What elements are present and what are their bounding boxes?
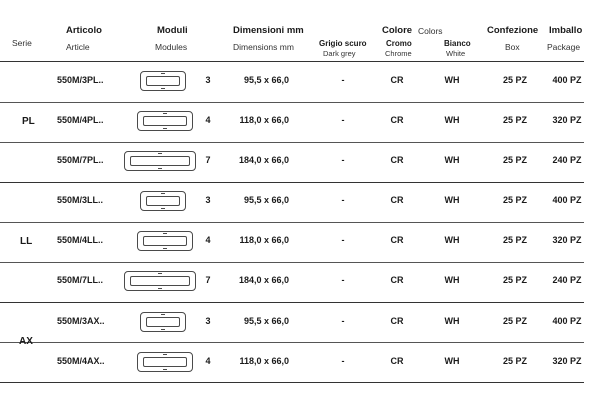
article-code: 550M/3AX.. bbox=[57, 316, 105, 326]
cover-plate-icon bbox=[137, 111, 193, 131]
white-code: WH bbox=[444, 356, 460, 366]
header-articolo: Articolo bbox=[66, 25, 102, 36]
chrome-code: CR bbox=[390, 275, 404, 285]
package-quantity: 400 PZ bbox=[552, 75, 582, 85]
cover-plate-icon bbox=[140, 191, 186, 211]
package-quantity: 400 PZ bbox=[552, 316, 582, 326]
box-quantity: 25 PZ bbox=[502, 316, 527, 326]
modules-count: 4 bbox=[205, 356, 211, 366]
package-quantity: 320 PZ bbox=[552, 235, 582, 245]
chrome-code: CR bbox=[390, 356, 404, 366]
header-package: Package bbox=[547, 42, 581, 52]
chrome-code: CR bbox=[390, 316, 404, 326]
package-quantity: 240 PZ bbox=[552, 155, 582, 165]
divider bbox=[0, 382, 584, 383]
white-code: WH bbox=[444, 316, 460, 326]
cover-plate-icon bbox=[124, 151, 196, 171]
header-box: Box bbox=[505, 42, 520, 52]
header-cromo: Cromo bbox=[386, 39, 412, 48]
modules-count: 7 bbox=[205, 155, 211, 165]
modules-count: 3 bbox=[205, 75, 211, 85]
dark-grey-value: - bbox=[341, 195, 345, 205]
serie-label-pl: PL bbox=[22, 116, 35, 127]
article-code: 550M/7LL.. bbox=[57, 275, 104, 285]
package-quantity: 240 PZ bbox=[552, 275, 582, 285]
dimensions-value: 184,0 x 66,0 bbox=[238, 275, 289, 285]
article-code: 550M/4AX.. bbox=[57, 356, 105, 366]
divider bbox=[0, 142, 584, 143]
modules-count: 3 bbox=[205, 195, 211, 205]
header-serie: Serie bbox=[12, 38, 32, 48]
dimensions-value: 95,5 x 66,0 bbox=[243, 195, 289, 205]
white-code: WH bbox=[444, 275, 460, 285]
cover-plate-icon bbox=[140, 71, 186, 91]
modules-count: 7 bbox=[205, 275, 211, 285]
white-code: WH bbox=[444, 75, 460, 85]
divider bbox=[0, 102, 584, 103]
divider bbox=[0, 61, 584, 62]
dark-grey-value: - bbox=[341, 275, 345, 285]
dark-grey-value: - bbox=[341, 75, 345, 85]
serie-label-ll: LL bbox=[20, 236, 33, 247]
box-quantity: 25 PZ bbox=[502, 356, 527, 366]
chrome-code: CR bbox=[390, 155, 404, 165]
header-modules: Modules bbox=[155, 42, 188, 52]
chrome-code: CR bbox=[390, 195, 404, 205]
chrome-code: CR bbox=[390, 115, 404, 125]
dimensions-value: 95,5 x 66,0 bbox=[243, 316, 289, 326]
modules-count: 4 bbox=[205, 235, 211, 245]
divider bbox=[0, 182, 584, 183]
divider bbox=[0, 262, 584, 263]
chrome-code: CR bbox=[390, 235, 404, 245]
white-code: WH bbox=[444, 235, 460, 245]
box-quantity: 25 PZ bbox=[502, 155, 527, 165]
dimensions-value: 118,0 x 66,0 bbox=[239, 356, 289, 366]
dark-grey-value: - bbox=[341, 316, 345, 326]
box-quantity: 25 PZ bbox=[502, 195, 527, 205]
serie-label-ax: AX bbox=[19, 336, 33, 347]
article-code: 550M/7PL.. bbox=[57, 155, 104, 165]
dimensions-value: 118,0 x 66,0 bbox=[239, 115, 289, 125]
header-bianco: Bianco bbox=[444, 39, 471, 48]
article-code: 550M/3LL.. bbox=[57, 195, 104, 205]
header-dark-grey: Dark grey bbox=[323, 49, 356, 58]
dimensions-value: 118,0 x 66,0 bbox=[239, 235, 289, 245]
divider bbox=[0, 342, 584, 343]
divider bbox=[0, 222, 584, 223]
white-code: WH bbox=[444, 155, 460, 165]
article-code: 550M/3PL.. bbox=[57, 75, 104, 85]
chrome-code: CR bbox=[390, 75, 404, 85]
cover-plate-icon bbox=[140, 312, 186, 332]
box-quantity: 25 PZ bbox=[502, 75, 527, 85]
dark-grey-value: - bbox=[341, 115, 345, 125]
package-quantity: 320 PZ bbox=[552, 115, 582, 125]
header-chrome: Chrome bbox=[385, 49, 412, 58]
dark-grey-value: - bbox=[341, 235, 345, 245]
header-grigio-scuro: Grigio scuro bbox=[319, 39, 367, 48]
header-colors: Colors bbox=[418, 26, 443, 36]
modules-count: 4 bbox=[205, 115, 211, 125]
box-quantity: 25 PZ bbox=[502, 235, 527, 245]
dark-grey-value: - bbox=[341, 155, 345, 165]
header-white: White bbox=[446, 49, 466, 58]
box-quantity: 25 PZ bbox=[502, 115, 527, 125]
header-dimensions: Dimensions mm bbox=[233, 42, 294, 52]
article-code: 550M/4LL.. bbox=[57, 235, 104, 245]
header-colore: Colore bbox=[382, 25, 413, 36]
dark-grey-value: - bbox=[341, 356, 345, 366]
dimensions-value: 184,0 x 66,0 bbox=[238, 155, 289, 165]
dimensions-value: 95,5 x 66,0 bbox=[243, 75, 289, 85]
box-quantity: 25 PZ bbox=[502, 275, 527, 285]
article-code: 550M/4PL.. bbox=[57, 115, 104, 125]
cover-plate-icon bbox=[137, 352, 193, 372]
header-dimensioni: Dimensioni mm bbox=[233, 25, 304, 36]
white-code: WH bbox=[444, 195, 460, 205]
cover-plate-icon bbox=[137, 231, 193, 251]
cover-plate-icon bbox=[124, 271, 196, 291]
header-confezione: Confezione bbox=[487, 25, 539, 36]
divider bbox=[0, 302, 584, 303]
package-quantity: 400 PZ bbox=[552, 195, 582, 205]
header-article: Article bbox=[66, 42, 90, 52]
white-code: WH bbox=[444, 115, 460, 125]
header-moduli: Moduli bbox=[157, 25, 188, 36]
package-quantity: 320 PZ bbox=[552, 356, 582, 366]
modules-count: 3 bbox=[205, 316, 211, 326]
header-imballo: Imballo bbox=[549, 25, 583, 36]
